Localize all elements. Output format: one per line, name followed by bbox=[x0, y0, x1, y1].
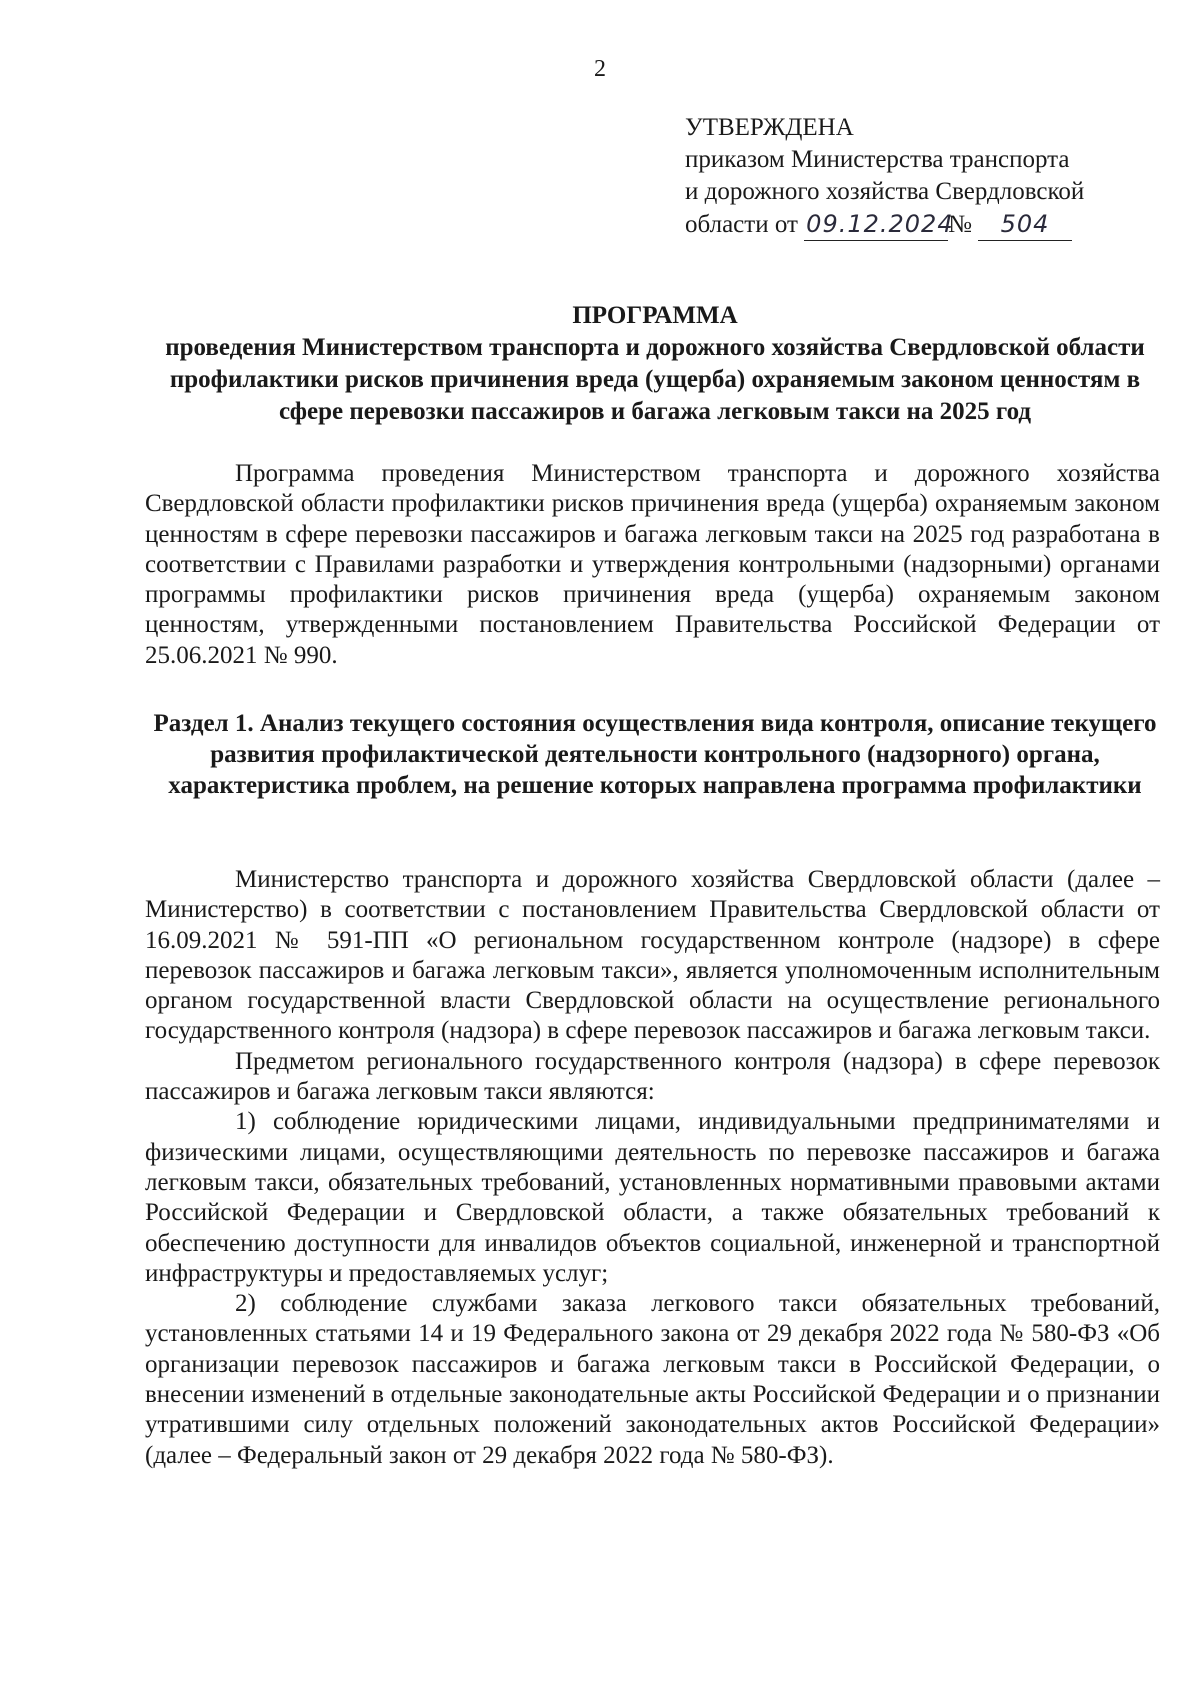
approval-line-2: и дорожного хозяйства Свердловской bbox=[685, 178, 1085, 205]
intro-paragraph: Программа проведения Министерством транспорта и дорожного хозяйства Свердловской области профилактики рисков причинения вреда (ущерба) охраняемым законом ценностям в сфере перевозки пассажиров и багажа легковым такси на 2025 год разработана в соответствии с Правилами разработки и утверждения контрольными (надзорными) органами программы профилактики рисков причинения вреда (ущерба) охраняемым законом ценностям, утвержденными постановлением Правительства Российской Федерации от 25.06.2021 № 990. bbox=[145, 460, 1160, 669]
section-1-body bbox=[145, 865, 1160, 1471]
approval-heading: УТВЕРЖДЕНА bbox=[685, 114, 854, 141]
section-1-paragraph: 2) соблюдение службами заказа легкового такси обязательных требований, установленных статьями 14 и 19 Федерального закона от 29 декабря 2022 года № 580-ФЗ «Об организации перевозок пассажиров и багажа легковым такси в Российской Федерации, о внесении изменений в отдельные законодательные акты Российской Федерации и о признании утратившими силу отдельных положений законодательных актов Российской Федерации» (далее – Федеральный закон от 29 декабря 2022 года № 580-ФЗ). bbox=[145, 1290, 1160, 1469]
approval-date-handwritten: 09.12.2024 bbox=[804, 208, 948, 241]
approval-date-prefix: области от bbox=[685, 211, 798, 238]
section-1-paragraph: Министерство транспорта и дорожного хозяйства Свердловской области (далее – Министерство) в соответствии с постановлением Правительства Свердловской области от 16.09.2021 № 591-ПП «О региональном государственном контроле (надзоре) в сфере перевозок пассажиров и багажа легковым такси», является уполномоченным исполнительным органом государственной власти Свердловской области на осуществление регионального государственного контроля (надзора) в сфере перевозок пассажиров и багажа легковым такси. bbox=[145, 866, 1160, 1045]
section-1-heading: Раздел 1. Анализ текущего состояния осуществления вида контроля, описание текущего развития профилактической деятельности контрольного (надзорного) органа, характеристика проблем, на решение которых направлена программа профилактики bbox=[153, 710, 1157, 799]
approval-number-sign: № bbox=[948, 211, 973, 238]
approval-line-1: приказом Министерства транспорта bbox=[685, 146, 1070, 173]
section-1-paragraph: Предметом регионального государственного контроля (надзора) в сфере перевозок пассажиров и багажа легковым такси являются: bbox=[145, 1047, 1160, 1106]
approval-number-handwritten: 504 bbox=[978, 208, 1072, 241]
approval-stamp bbox=[685, 112, 1145, 241]
approval-line-3 bbox=[685, 208, 1145, 241]
section-1-paragraph: 1) соблюдение юридическими лицами, индивидуальными предпринимателями и физическими лицами, осуществляющими деятельность по перевозке пассажиров и багажа легковым такси, обязательных требований, установленных нормативными правовыми актами Российской Федерации и Свердловской области, а также обязательных требований к обеспечению доступности для инвалидов объектов социальной, инженерной и транспортной инфраструктуры и предоставляемых услуг; bbox=[145, 1108, 1160, 1287]
document-subtitle: проведения Министерством транспорта и дорожного хозяйства Свердловской области профилактики рисков причинения вреда (ущерба) охраняемым законом ценностям в сфере перевозки пассажиров и багажа легковым такси на 2025 год bbox=[165, 334, 1145, 425]
intro-section bbox=[145, 459, 1160, 671]
page-number: 2 bbox=[594, 56, 606, 82]
document-title-block bbox=[145, 300, 1165, 428]
document-title: ПРОГРАММА bbox=[572, 302, 738, 329]
